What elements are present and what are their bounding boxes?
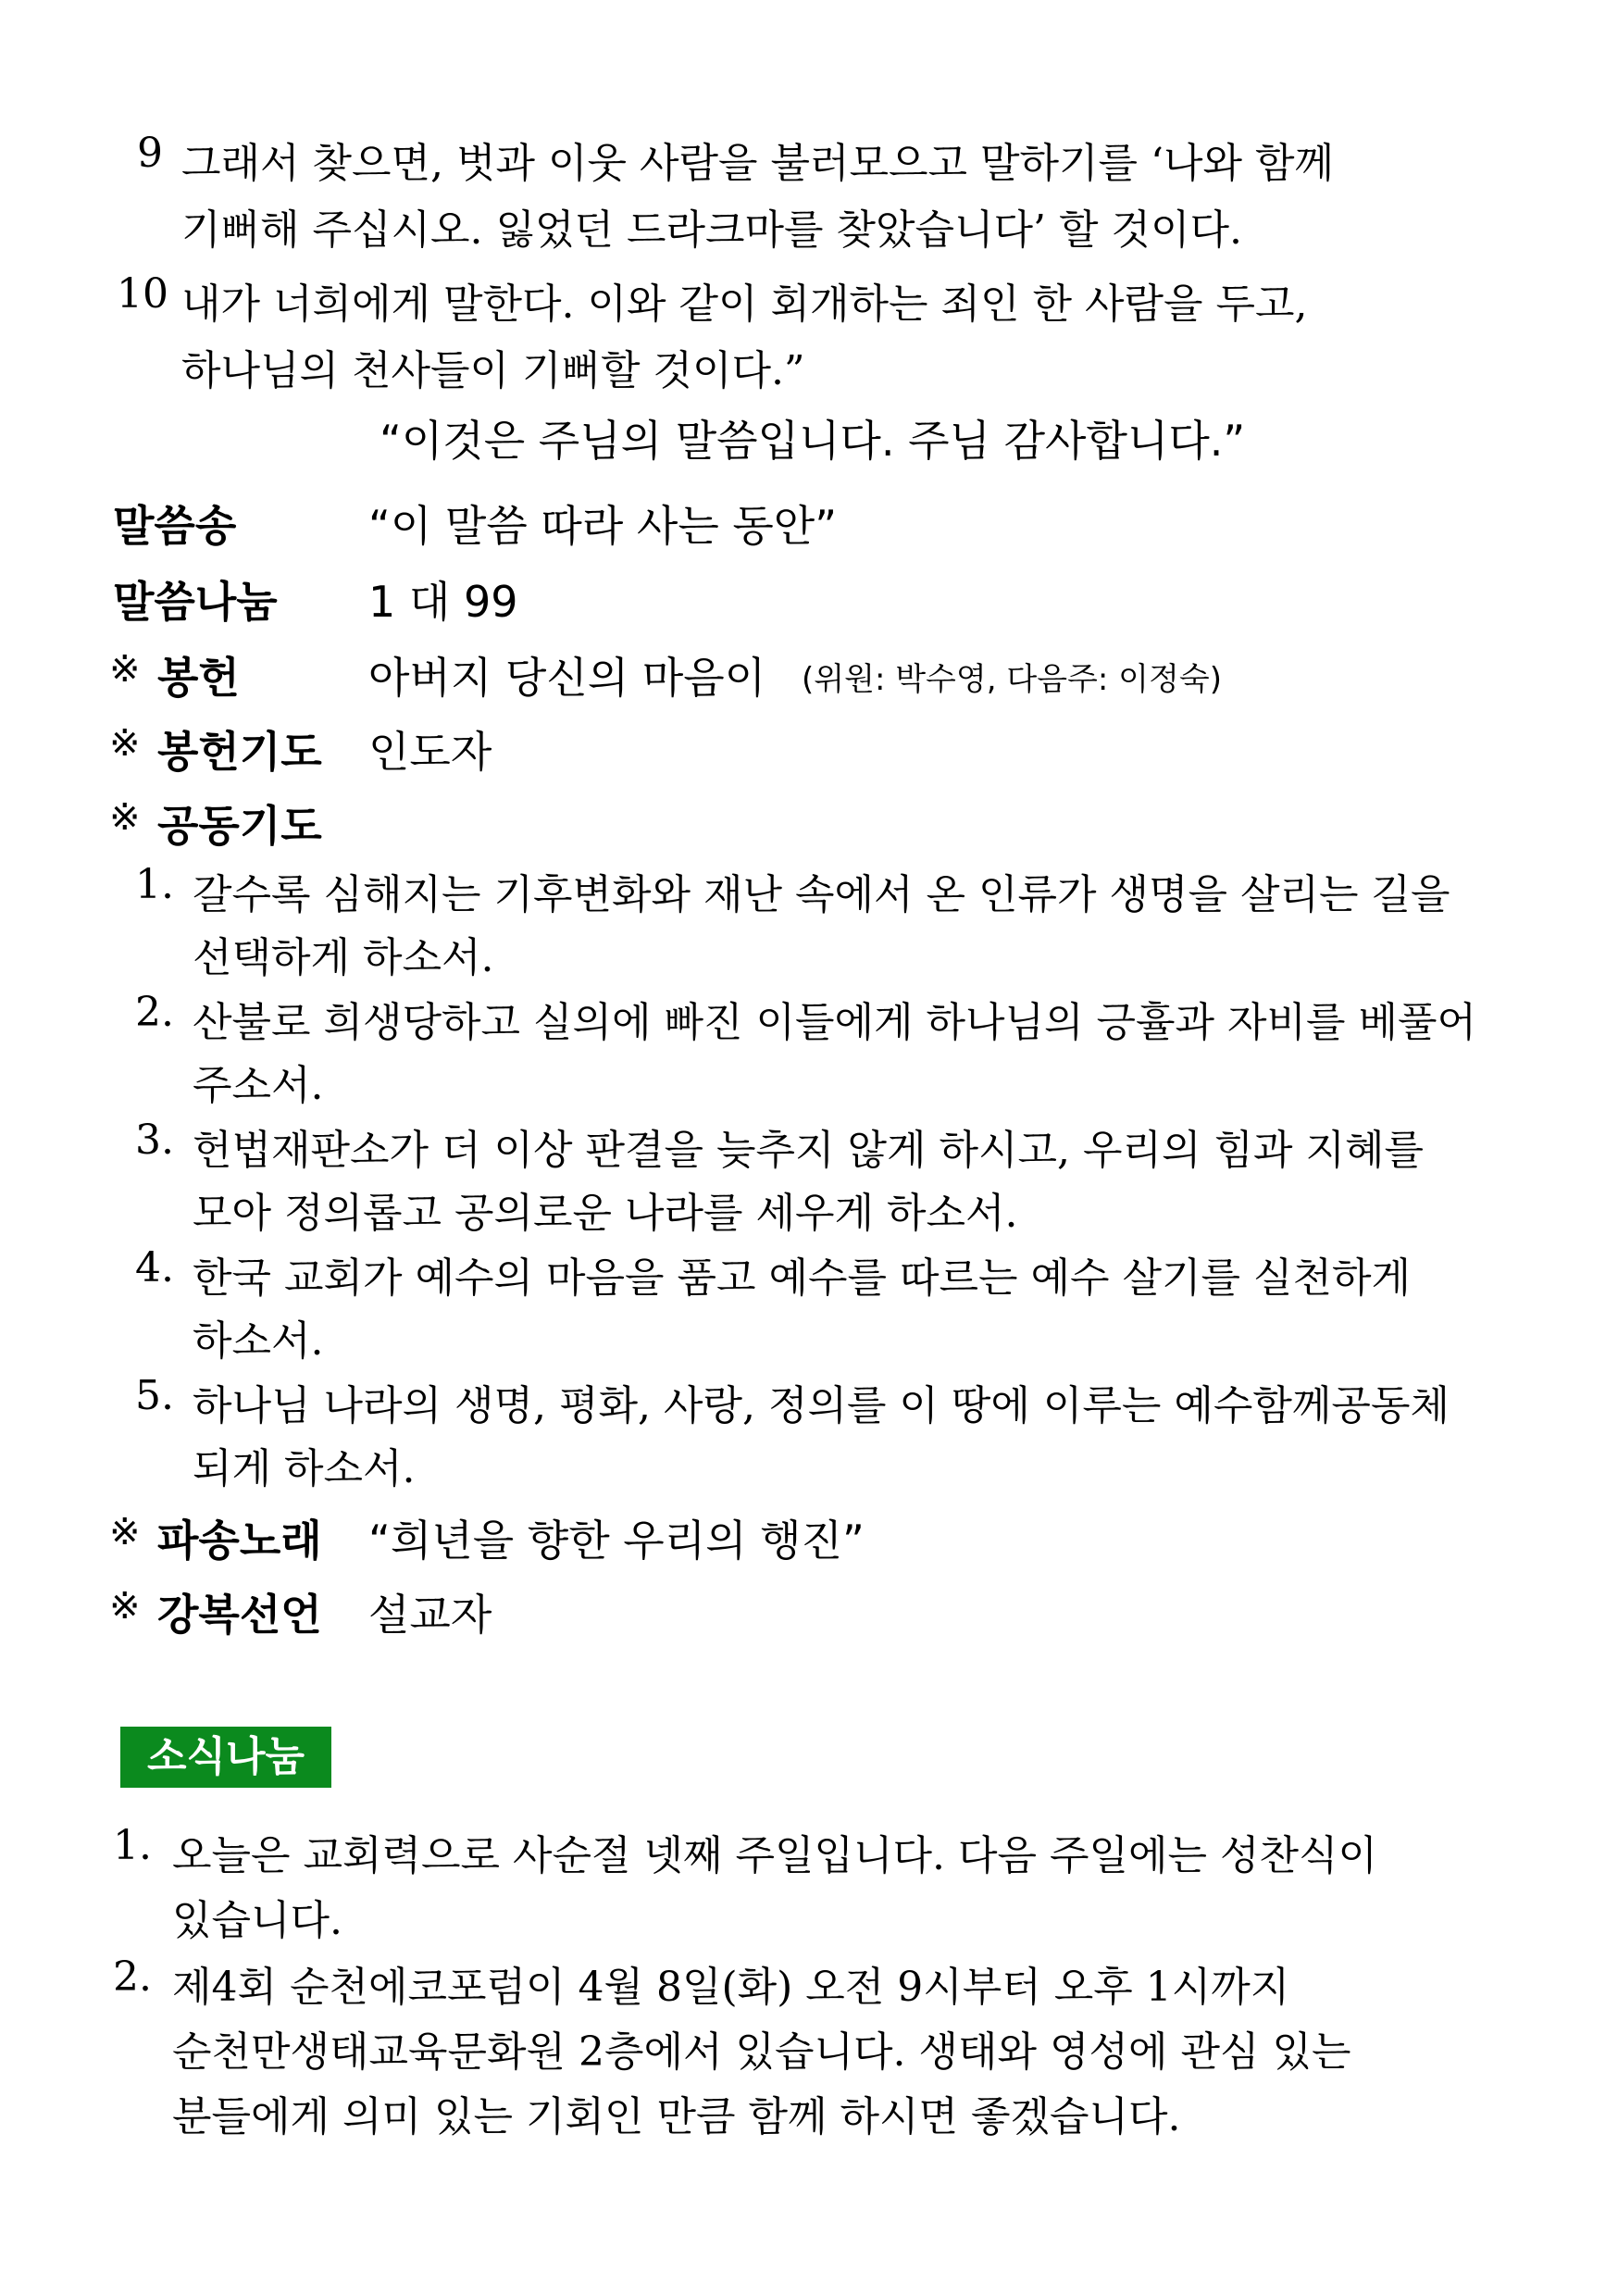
prayer-3-number: 3. [135, 1117, 174, 1164]
offering-prayer-label: 봉헌기도 [157, 727, 322, 777]
sermon-title: 1 대 99 [368, 577, 518, 627]
hymn-label: 말씀송 [113, 501, 237, 551]
hymn-title: “이 말씀 따라 사는 동안” [368, 501, 838, 551]
verse-10-line-1: 내가 너희에게 말한다. 이와 같이 회개하는 죄인 한 사람을 두고, [181, 281, 1308, 328]
prayer-4-number: 4. [135, 1244, 174, 1292]
offering-song: 아버지 당신의 마음이 [368, 653, 766, 703]
benediction-mark: ※ [109, 1585, 141, 1628]
sermon-label: 말씀나눔 [113, 577, 278, 627]
verse-9-number: 9 [137, 130, 163, 177]
news-2-line-3: 분들에게 의미 있는 기회인 만큼 함께 하시면 좋겠습니다. [172, 2093, 1181, 2140]
prayer-2-line-2: 주소서. [193, 1062, 324, 1109]
prayer-4-line-1: 한국 교회가 예수의 마음을 품고 예수를 따르는 예수 살기를 실천하게 [193, 1254, 1411, 1302]
offering-prayer-mark: ※ [109, 722, 141, 765]
common-prayer-mark: ※ [109, 796, 141, 839]
prayer-4-line-2: 하소서. [193, 1317, 324, 1365]
prayer-1-line-1: 갈수록 심해지는 기후변화와 재난 속에서 온 인류가 생명을 살리는 길을 [193, 871, 1450, 918]
verse-9-line-2: 기뻐해 주십시오. 잃었던 드라크마를 찾았습니다’ 할 것이다. [181, 206, 1242, 254]
prayer-1-number: 1. [135, 861, 174, 908]
prayer-3-line-2: 모아 정의롭고 공의로운 나라를 세우게 하소서. [193, 1190, 1018, 1237]
verse-9-line-1: 그래서 찾으면, 벗과 이웃 사람을 불러모으고 말하기를 ‘나와 함께 [181, 140, 1334, 187]
news-2-line-1: 제4회 순천에코포럼이 4월 8일(화) 오전 9시부터 오후 1시까지 [172, 1964, 1290, 2011]
prayer-3-line-1: 헌법재판소가 더 이상 판결을 늦추지 않게 하시고, 우리의 힘과 지혜를 [193, 1127, 1424, 1174]
prayer-1-line-2: 선택하게 하소서. [193, 934, 494, 981]
offering-mark: ※ [109, 648, 141, 691]
benediction-label: 강복선언 [157, 1590, 322, 1640]
prayer-2-line-1: 산불로 희생당하고 실의에 빠진 이들에게 하나님의 긍휼과 자비를 베풀어 [193, 999, 1477, 1046]
news-2-number: 2. [113, 1953, 152, 2001]
offering-prayer-leader: 인도자 [368, 727, 492, 777]
sending-song-label: 파송노래 [157, 1516, 322, 1566]
news-2-line-2: 순천만생태교육문화원 2층에서 있습니다. 생태와 영성에 관심 있는 [172, 2028, 1351, 2076]
offering-note: (위원: 박수영, 다음주: 이정숙) [802, 661, 1222, 698]
news-1-number: 1. [113, 1822, 152, 1869]
benediction-leader: 설교자 [368, 1590, 492, 1640]
sending-song-title: “희년을 향한 우리의 행진” [368, 1516, 865, 1566]
prayer-5-line-1: 하나님 나라의 생명, 평화, 사랑, 정의를 이 땅에 이루는 예수함께공동체 [193, 1382, 1450, 1429]
verse-10-line-2: 하나님의 천사들이 기뻐할 것이다.” [181, 347, 805, 394]
common-prayer-label: 공동기도 [157, 801, 322, 851]
offering-label: 봉헌 [157, 653, 240, 703]
news-section-badge: 소식나눔 [120, 1727, 331, 1788]
prayer-2-number: 2. [135, 989, 174, 1036]
news-1-line-2: 있습니다. [172, 1897, 343, 1944]
prayer-5-number: 5. [135, 1372, 174, 1419]
news-1-line-1: 오늘은 교회력으로 사순절 넷째 주일입니다. 다음 주일에는 성찬식이 [172, 1832, 1377, 1879]
scripture-closing: “이것은 주님의 말씀입니다. 주님 감사합니다.” [380, 416, 1246, 466]
verse-10-number: 10 [117, 270, 168, 318]
sending-song-mark: ※ [109, 1511, 141, 1554]
prayer-5-line-2: 되게 하소서. [193, 1445, 416, 1492]
